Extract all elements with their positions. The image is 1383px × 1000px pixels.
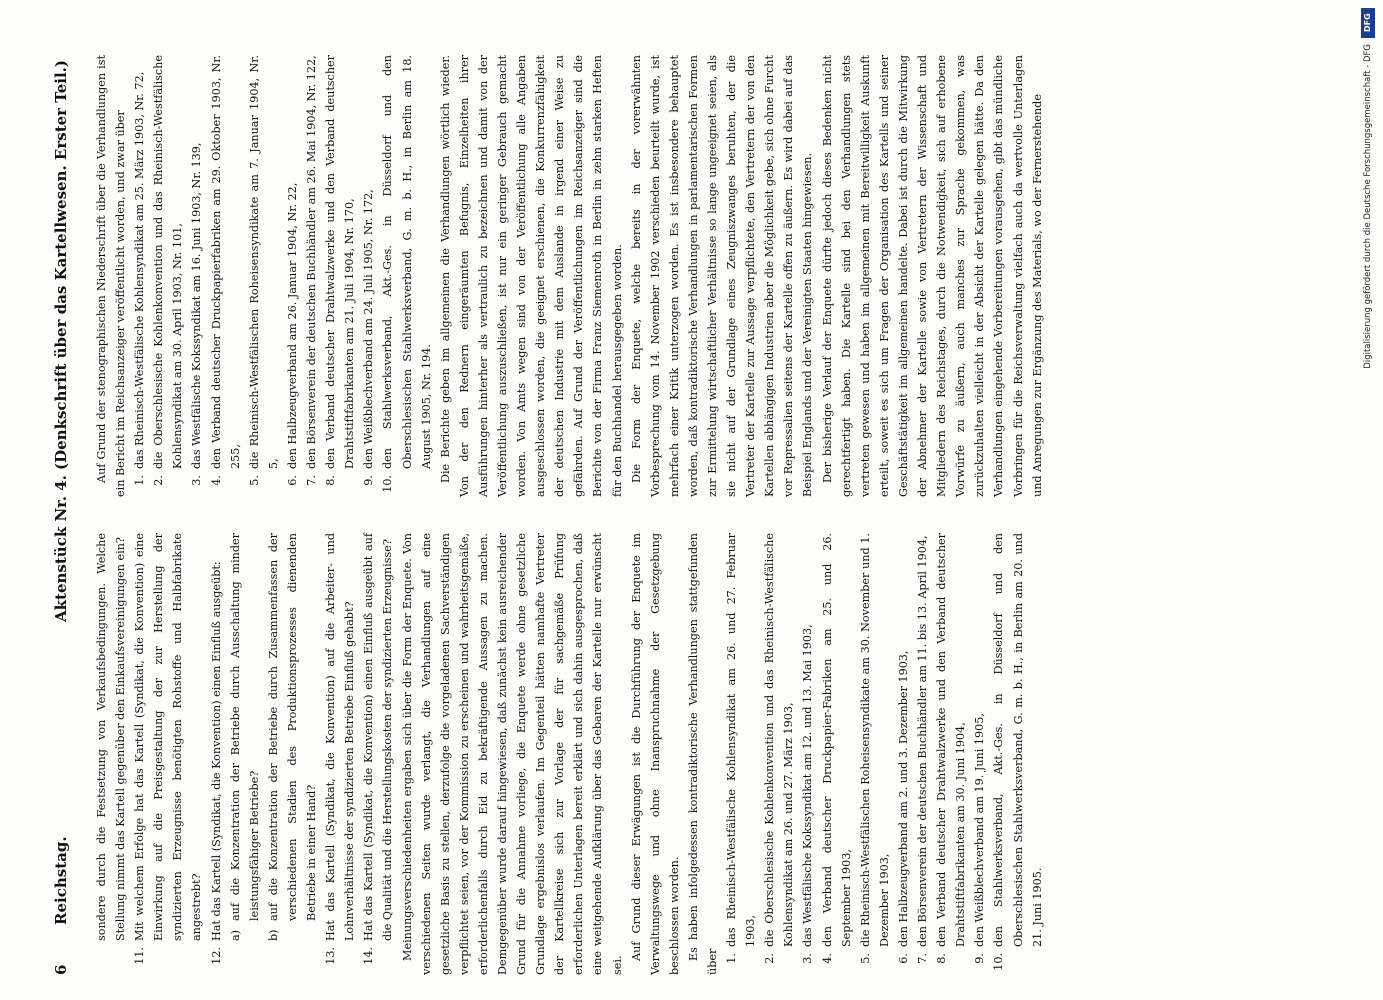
list-item: [359, 55, 378, 497]
question-number: 12.: [209, 947, 223, 965]
digitization-sidebar: [1361, 0, 1379, 1000]
list-item: [378, 55, 435, 497]
list-number: 3.: [190, 475, 204, 486]
question-14: [359, 533, 397, 975]
list-number: 5.: [858, 953, 872, 964]
question-continuation: sondere durch die Festsetzung von Verkaufsbedingungen. Welche Stellung nimmt das Kartell gegenüber den Einkaufsvereinigungen ein?: [95, 533, 128, 941]
question-text: Hat das Kartell (Syndikat, die Konvention) auf die Arbeiter- und Lohnverhältnisse der syndizierten Betriebe Einfluß gehabt?: [324, 533, 357, 941]
list-number: 9.: [973, 953, 987, 964]
list-item: [894, 533, 913, 975]
question-12b: [264, 533, 321, 975]
question-13: [321, 533, 359, 975]
list-number: 6.: [285, 475, 299, 486]
list-item: [245, 55, 283, 497]
list-item: [149, 55, 187, 497]
left-column: [92, 533, 1047, 975]
list-item: [989, 533, 1046, 975]
subquestion-letter: a): [228, 929, 242, 941]
list-item: [970, 533, 989, 975]
list-item: [302, 55, 321, 497]
list-number: 5.: [247, 475, 261, 486]
list-item: [283, 55, 302, 497]
list-text: den Stahlwerksverband, Akt.-Ges. in Düsseldorf und den Oberschlesischen Stahlwerksverband, G. m. b. H., in Berlin am 20. und 21. Juni 1905.: [992, 533, 1044, 947]
list-text: den Weißblechverband am 24. Juli 1905, Nr. 172,: [362, 189, 376, 469]
paragraph: Auf Grund der stenographischen Niederschrift über die Verhandlungen ist ein Bericht im Reichsanzeiger veröffentlicht worden, und zwar über: [95, 55, 128, 497]
list-text: das Westfälische Kokssyndikat am 12. und 13. Mai 1903,: [801, 624, 815, 947]
list-item: [187, 55, 206, 497]
list-number: 2.: [763, 953, 777, 964]
list-number: 7.: [305, 475, 319, 486]
rotated-text-block: [50, 55, 1312, 975]
list-text: den Verband deutscher Drahtwalzwerke und den Verband deutscher Drahtstiftfabrikanten am 21. Juli 1904, Nr. 170,: [324, 55, 357, 469]
list-number: 3.: [801, 953, 815, 964]
question-text: Hat das Kartell (Syndikat, die Konvention) einen Einfluß ausgeübt auf die Qualität und die Herstellungskosten der syndizierten Erzeugnisse?: [362, 533, 395, 941]
list-item: [932, 533, 970, 975]
list-number: 4.: [209, 475, 223, 486]
list-item: [760, 533, 798, 975]
paragraph: Meinungsverschiedenheiten ergaben sich über die Form der Enquete. Von verschiedenen Seiten wurde verlangt, die Verhandlungen auf eine gesetzliche Basis zu stellen, derzufolge die vorgeladenen Sachverständigen verpflichtet seien, vor der Kommission zu erscheinen und wahrheitsgemäße, erforderlichenfalls durch Eid zu bekräftigende Aussagen zu machen. Demgegenüber wurde darauf hingewiesen, daß zunächst kein ausreichender Grund für die Annahme vorliege, die Enquete werde ohne gesetzliche Grundlage ergebnislos verlaufen. Im Gegenteil hätten namhafte Vertreter der Kartellkreise sich zur Vorlage der für sachgemäße Prüfung erforderlichen Unterlagen bereit erklärt und sich dahin ausgesprochen, daß eine weitgehende Aufklärung über das Gebaren der Kartelle nur erwünscht sei.: [400, 533, 624, 975]
list-text: den Verband deutscher Druckpapier-Fabriken am 25. und 26. September 1903,: [820, 533, 853, 947]
list-item: [130, 55, 149, 497]
list-number: 10.: [992, 953, 1006, 971]
question-text: Hat das Kartell (Syndikat, die Konvention) einen Einfluß ausgeübt:: [209, 561, 223, 941]
list-number: 6.: [896, 953, 910, 964]
question-text: Mit welchem Erfolge hat das Kartell (Syndikat, die Konvention) eine Einwirkung auf die Preisgestaltung der zur Herstellung der syndizierten Erzeugnisse benötigten Rohstoffe und Halbfabrikate angestrebt?: [133, 533, 204, 941]
list-text: den Stahlwerksverband, Akt.-Ges. in Düsseldorf und den Oberschlesischen Stahlwerksverband, G. m. b. H., in Berlin am 18. August 1905, Nr. 194.: [381, 55, 433, 469]
paragraph: Der bisherige Verlauf der Enquete dürfte jedoch dieses Bedenken nicht gerechtfertigt haben. Die Kartelle sind bei den Verhandlungen stets vertreten gewesen und haben im allgemeinen mit Bereitwilligkeit Auskunft erteilt, soweit es sich um Fragen der Organisation des Kartells und seiner Geschäftstätigkeit im allgemeinen handelte. Dabei ist durch die Mitwirkung der Abnehmer der Kartelle sowie von Vertretern der Wissenschaft und Mitgliedern des Reichstages, durch die Notwendigkeit, sich auf erhobene Vorwürfe zu äußern, auch manches zur Sprache gekommen, was zurückzuhalten vielleicht in der Absicht der Kartelle gelegen hätte. Da den Verhandlungen eingehende Vorbereitungen vorausgehen, gibt das mündliche Vorbringen für die Reichsverwaltung vielfach auch da wertvolle Unterlagen und Anregungen zur Ergänzung des Materials, wo der Fernerstehende: [820, 55, 1044, 497]
list-text: die Oberschlesische Kohlenkonvention und das Rheinisch-Westfälische Kohlensyndikat am 30. April 1903, Nr. 101,: [152, 55, 185, 469]
list-text: den Verband deutscher Druckpapierfabriken am 29. Oktober 1903, Nr. 255,: [209, 55, 242, 469]
paragraph: Es haben infolgedessen kontradiktorische Verhandlungen stattgefunden über: [686, 533, 719, 975]
dfg-logo: DFG: [1361, 8, 1375, 38]
page-number: 6: [52, 964, 70, 975]
subquestion-text: auf die Konzentration der Betriebe durch Ausschaltung minder leistungsfähiger Betriebe?: [228, 533, 261, 921]
list-text: die Rheinisch-Westfälischen Roheisensyndikate am 7. Januar 1904, Nr. 5,: [247, 55, 280, 469]
question-number: 11.: [133, 947, 147, 965]
header-title: Aktenstück Nr. 4. (Denkschrift über das Kartellwesen. Erster Teil.): [52, 60, 70, 622]
list-item: [913, 533, 932, 975]
question-12a: [226, 533, 264, 975]
subquestion-letter: b): [266, 929, 280, 941]
question-11: [130, 533, 206, 975]
list-number: 7.: [916, 953, 930, 964]
list-text: den Halbzeugverband am 26. Januar 1904, Nr. 22,: [285, 182, 299, 469]
question-12: [207, 533, 226, 975]
question-number: 13.: [324, 947, 338, 965]
list-item: [798, 533, 817, 975]
list-text: den Weißblechverband am 19. Juni 1905,: [973, 713, 987, 947]
list-number: 1.: [133, 475, 147, 486]
subquestion-text: auf die Konzentration der Betriebe durch Zusammenfassen der verschiedenen Stadien des Produktionsprozesses dienenden Betriebe in einer Hand?: [266, 533, 319, 921]
list-number: 1.: [725, 953, 739, 964]
paragraph: Die Berichte geben im allgemeinen die Verhandlungen wörtlich wieder. Von der den Rednern eingeräumten Befugnis, Einzelheiten ihrer Ausführungen hinterher als vertraulich zu bezeichnen und damit von der Veröffentlichung auszuschließen, ist nur ein geringer Gebrauch gemacht worden. Von Amts wegen sind von der Veröffentlichung alle Angaben ausgeschlossen worden, die geeignet erschienen, die Konkurrenzfähigkeit der deutschen Industrie mit dem Auslande in irgend einer Weise zu gefährden. Auf Grund der Veröffentlichungen im Reichsanzeiger sind die Berichte von der Firma Franz Siemenroth in Berlin in zehn starken Heften für den Buchhandel herausgegeben worden.: [438, 55, 624, 497]
list-item: [207, 55, 245, 497]
list-number: 4.: [820, 953, 834, 964]
list-text: den Börsenverein der deutschen Buchhändler am 26. Mai 1904, Nr. 122,: [305, 55, 319, 469]
list-number: 8.: [935, 953, 949, 964]
list-item: [856, 533, 894, 975]
list-text: das Westfälische Kokssyndikat am 16. Juni 1903, Nr. 139,: [190, 142, 204, 469]
list-text: die Oberschlesische Kohlenkonvention und das Rheinisch-Westfälische Kohlensyndikat am 26. und 27. März 1903,: [763, 533, 796, 947]
list-text: das Rheinisch-Westfälische Kohlensyndikat am 26. und 27. Februar 1903,: [725, 533, 758, 947]
list-number: 8.: [324, 475, 338, 486]
list-text: das Rheinisch-Westfälische Kohlensyndikat am 25. März 1903, Nr. 72,: [133, 71, 147, 469]
list-number: 10.: [381, 475, 395, 493]
digitization-credit: Digitalisierung gefördert durch die Deutsche Forschungsgemeinschaft - DFG: [1363, 44, 1373, 369]
list-number: 2.: [152, 475, 166, 486]
list-text: die Rheinisch-Westfälischen Roheisensyndikate am 30. November und 1. Dezember 1903,: [858, 533, 891, 947]
list-text: den Verband deutscher Drahtwalzwerke und den Verband deutscher Drahtstiftfabrikanten am 30. Juni 1904,: [935, 533, 968, 947]
list-item: [818, 533, 856, 975]
list-item: [321, 55, 359, 497]
question-number: 14.: [362, 947, 376, 965]
list-text: den Börsenverein der deutschen Buchhändler am 11. bis 13. April 1904,: [916, 535, 930, 947]
running-header: [50, 55, 76, 975]
paragraph: Die Form der Enquete, welche bereits in der vorerwähnten Vorbesprechung vom 14. November 1902 verschieden beurteilt wurde, ist mehrfach einer Kritik unterzogen worden. Es ist insbesondere behauptet worden, daß kontradiktorische Verhandlungen in parlamentarischen Formen zur Ermittelung wirtschaftlicher Verhältnisse so lange ungeeignet seien, als sie nicht auf der Grundlage eines Zeugniszwanges beruhten, der die Vertreter der Kartelle zur Aussage verpflichtete, den Vertretern der von den Kartellen abhängigen Industrien aber die Möglichkeit gebe, sich ohne Furcht vor Repressalien seitens der Kartelle offen zu äußern. Es wird dabei auf das Beispiel Englands und der Vereinigten Staaten hingewiesen.: [629, 55, 815, 497]
list-item: [722, 533, 760, 975]
right-column: [92, 55, 1047, 497]
list-number: 9.: [362, 475, 376, 486]
header-reichstag: Reichstag.: [52, 836, 70, 925]
list-text: den Halbzeugverband am 2. und 3. Dezember 1903,: [896, 650, 910, 947]
paragraph: Auf Grund dieser Erwägungen ist die Durchführung der Enquete im Verwaltungswege und ohne Inanspruchnahme der Gesetzgebung beschlossen worden.: [629, 533, 681, 975]
